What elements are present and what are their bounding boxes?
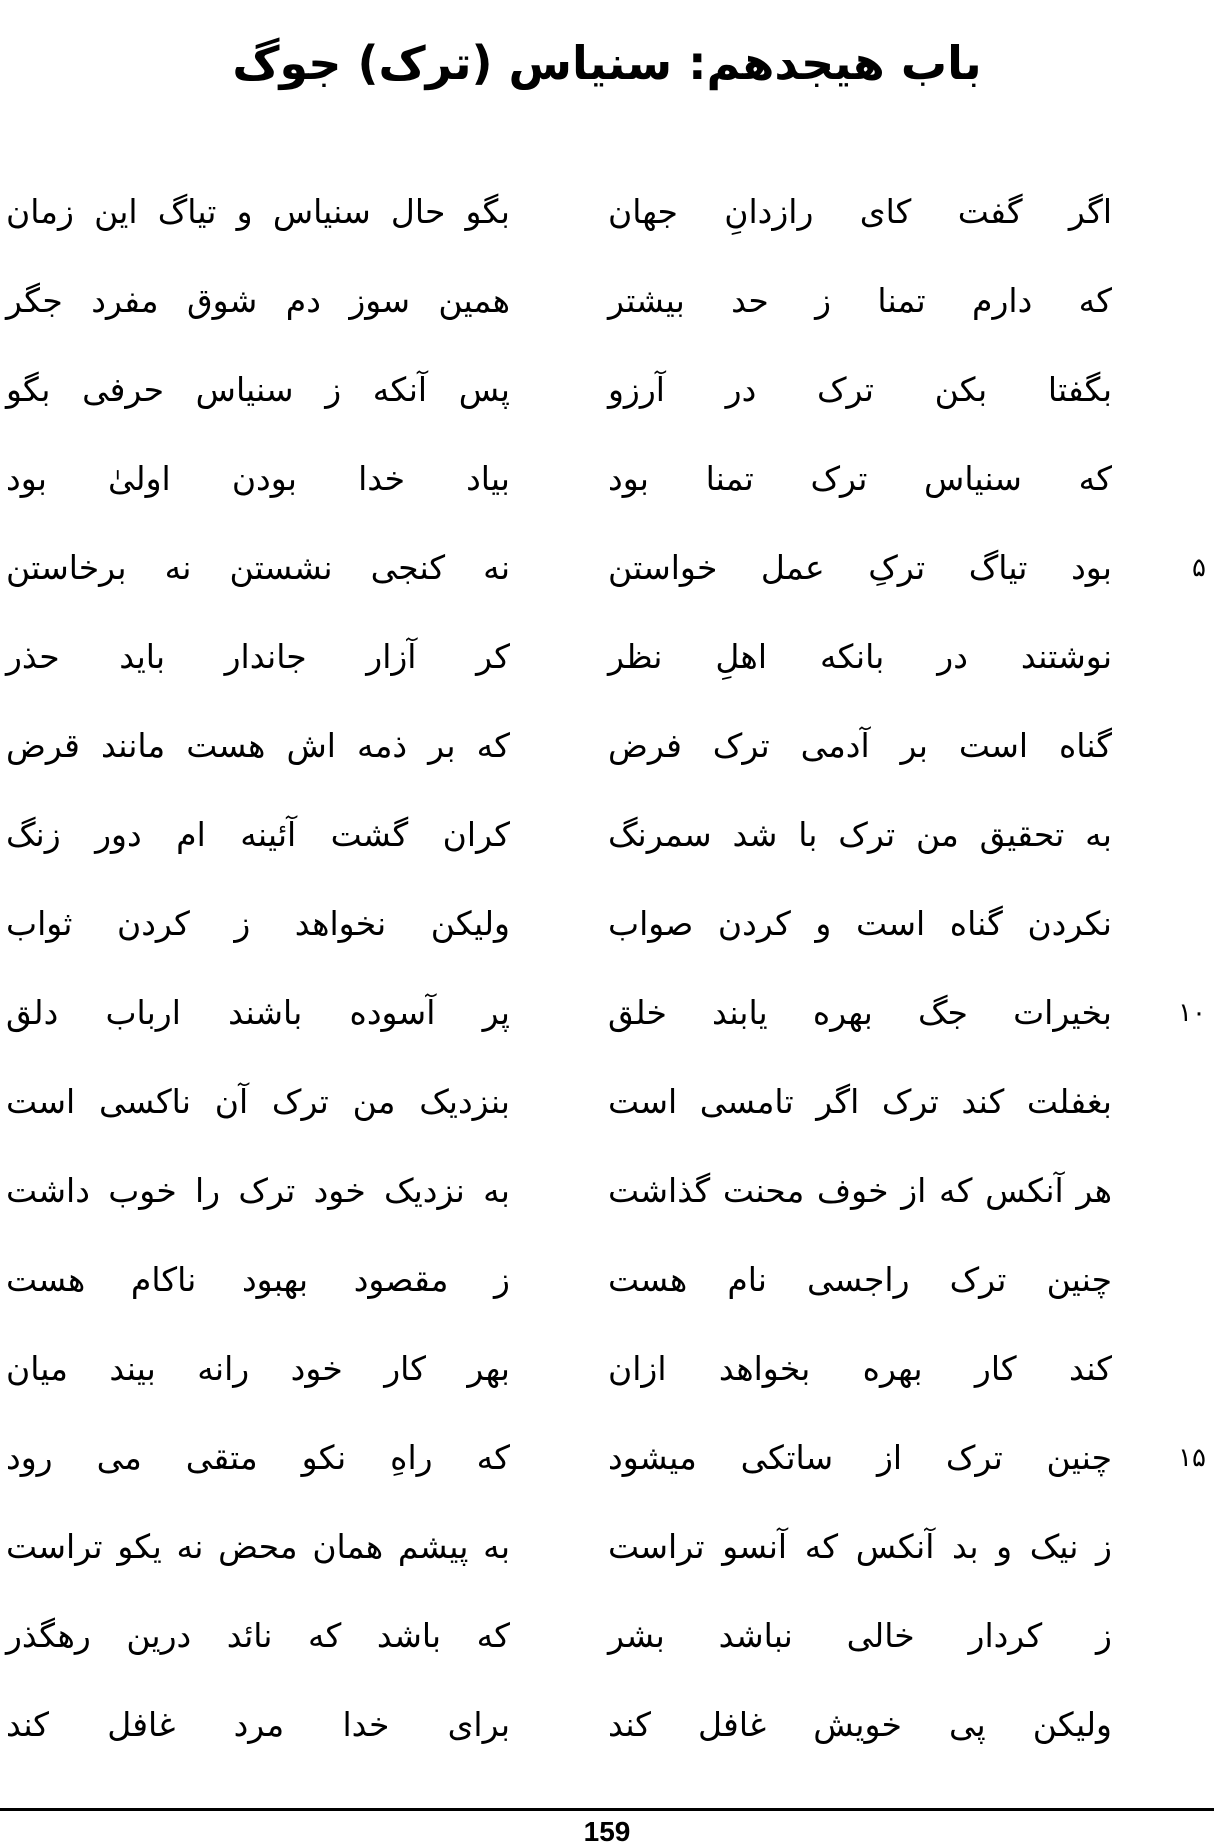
couplet: [0, 1250, 1214, 1310]
hemistich-second: که بر ذمه اش هست مانند قرض: [6, 726, 510, 765]
couplet: [0, 1517, 1214, 1577]
couplet: [0, 182, 1214, 242]
hemistich-second: بیاد خدا بودن اولیٰ بود: [6, 459, 510, 498]
couplet: [0, 360, 1214, 420]
couplet: [0, 1606, 1214, 1666]
hemistich-first: نکردن گناه است و کردن صواب: [608, 904, 1112, 943]
couplet: [0, 538, 1214, 598]
hemistich-second: همین سوز دم شوق مفرد جگر: [6, 281, 510, 320]
verse-number: ۵: [1192, 553, 1206, 583]
hemistich-second: ولیکن نخواهد ز کردن ثواب: [6, 904, 510, 943]
hemistich-first: ز نیک و بد آنکس که آنسو تراست: [608, 1527, 1112, 1566]
hemistich-second: برای خدا مرد غافل کند: [6, 1705, 510, 1744]
hemistich-first: بگفتا بکن ترک در آرزو: [608, 370, 1112, 409]
couplet: [0, 449, 1214, 509]
hemistich-first: بود تیاگ ترکِ عمل خواستن: [608, 548, 1112, 587]
hemistich-second: بنزدیک من ترک آن ناکسی است: [6, 1082, 510, 1121]
hemistich-second: بهر کار خود رانه بیند میان: [6, 1349, 510, 1388]
hemistich-first: که سنیاس ترک تمنا بود: [608, 459, 1112, 498]
couplet: [0, 1339, 1214, 1399]
couplet: [0, 894, 1214, 954]
couplet: [0, 983, 1214, 1043]
page-number: 159: [583, 1816, 631, 1847]
couplet: [0, 1695, 1214, 1755]
hemistich-first: اگر گفت کای رازدانِ جهان: [608, 192, 1112, 231]
hemistich-second: نه کنجی نشستن نه برخاستن: [6, 548, 510, 587]
hemistich-first: ولیکن پی خویش غافل کند: [608, 1705, 1112, 1744]
couplet: [0, 716, 1214, 776]
hemistich-first: نوشتند در بانکه اهلِ نظر: [608, 637, 1112, 676]
hemistich-first: به تحقیق من ترک با شد سمرنگ: [608, 815, 1112, 854]
hemistich-second: که راهِ نکو متقی می رود: [6, 1438, 510, 1477]
hemistich-second: به نزدیک خود ترک را خوب داشت: [6, 1171, 510, 1210]
hemistich-first: گناه است بر آدمی ترک فرض: [608, 726, 1112, 765]
couplet: [0, 1161, 1214, 1221]
verse-number: ۱۰: [1178, 998, 1206, 1028]
couplet: [0, 627, 1214, 687]
couplet: [0, 805, 1214, 865]
couplet: [0, 1072, 1214, 1132]
couplet: [0, 271, 1214, 331]
hemistich-first: بخیرات جگ بهره یابند خلق: [608, 993, 1112, 1032]
footer-divider: [0, 1808, 1214, 1811]
hemistich-first: چنین ترک از ساتکی میشود: [608, 1438, 1112, 1477]
hemistich-second: به پیشم همان محض نه یکو تراست: [6, 1527, 510, 1566]
hemistich-second: بگو حال سنیاس و تیاگ این زمان: [6, 192, 510, 231]
hemistich-second: پس آنکه ز سنیاس حرفی بگو: [6, 370, 510, 409]
hemistich-second: کر آزار جاندار باید حذر: [6, 637, 510, 676]
hemistich-first: ز کردار خالی نباشد بشر: [608, 1616, 1112, 1655]
hemistich-first: که دارم تمنا ز حد بیشتر: [608, 281, 1112, 320]
couplet: [0, 1428, 1214, 1488]
page-title: باب هیجدهم: سنیاس (ترک) جوگ: [232, 35, 982, 90]
hemistich-second: پر آسوده باشند ارباب دلق: [6, 993, 510, 1032]
hemistich-second: کران گشت آئینه ام دور زنگ: [6, 815, 510, 854]
hemistich-second: که باشد که نائد درین رهگذر: [6, 1616, 510, 1655]
verse-number: ۱۵: [1178, 1443, 1206, 1473]
hemistich-first: کند کار بهره بخواهد ازان: [608, 1349, 1112, 1388]
hemistich-first: هر آنکس که از خوف محنت گذاشت: [608, 1171, 1112, 1210]
hemistich-first: بغفلت کند ترک اگر تامسی است: [608, 1082, 1112, 1121]
hemistich-second: ز مقصود بهبود ناکام هست: [6, 1260, 510, 1299]
hemistich-first: چنین ترک راجسی نام هست: [608, 1260, 1112, 1299]
